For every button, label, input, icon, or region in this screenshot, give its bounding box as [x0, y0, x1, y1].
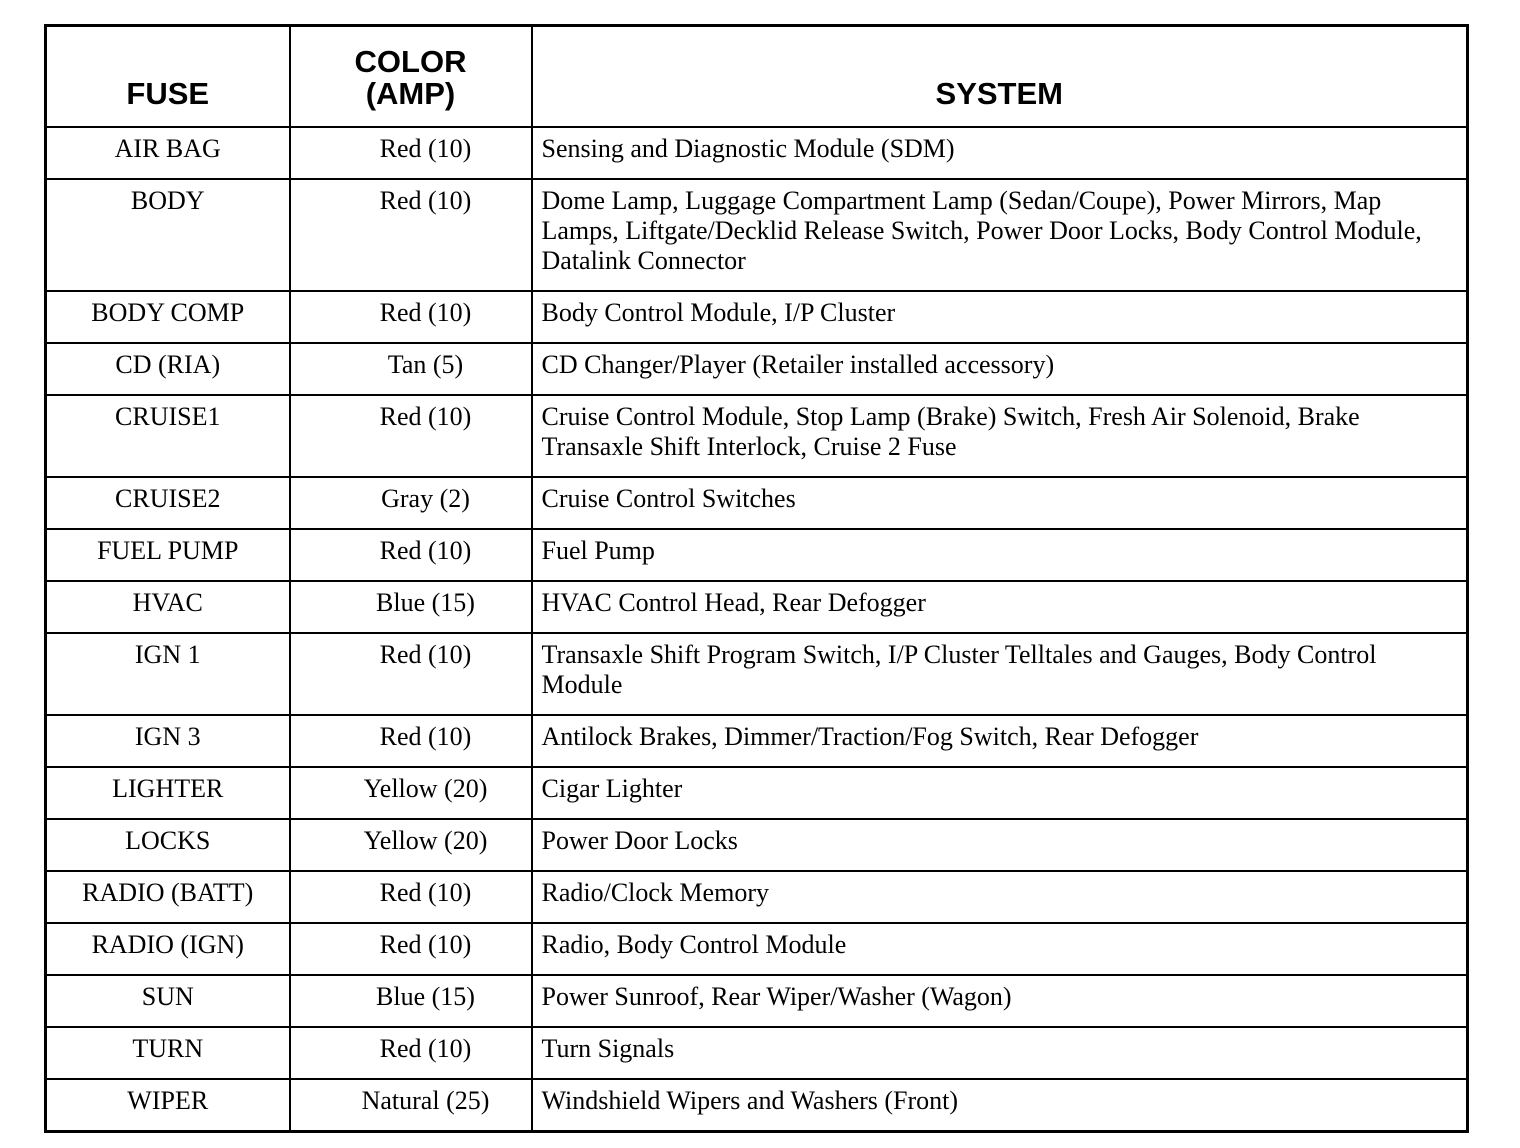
table-row: [46, 819, 1468, 871]
table-row: [46, 767, 1468, 819]
system-cell: Transaxle Shift Program Switch, I/P Cluster Telltales and Gauges, Body Control Module: [532, 633, 1468, 715]
fuse-cell: BODY: [46, 179, 290, 291]
table-row: [46, 923, 1468, 975]
system-cell: Cruise Control Module, Stop Lamp (Brake) Switch, Fresh Air Solenoid, Brake Transaxle Shift Interlock, Cruise 2 Fuse: [532, 395, 1468, 477]
header-row: [46, 26, 1468, 127]
system-cell: Body Control Module, I/P Cluster: [532, 291, 1468, 343]
system-cell: Power Door Locks: [532, 819, 1468, 871]
fuse-cell: HVAC: [46, 581, 290, 633]
color-cell: Red (10): [290, 923, 532, 975]
color-cell: Red (10): [290, 633, 532, 715]
color-header-line2: (AMP): [365, 75, 456, 111]
system-cell: Radio/Clock Memory: [532, 871, 1468, 923]
system-cell: Turn Signals: [532, 1027, 1468, 1079]
table-row: [46, 1079, 1468, 1132]
color-cell: Red (10): [290, 871, 532, 923]
color-cell: Red (10): [290, 395, 532, 477]
color-cell: Red (10): [290, 715, 532, 767]
table-row: [46, 871, 1468, 923]
fuse-cell: FUEL PUMP: [46, 529, 290, 581]
table-row: [46, 179, 1468, 291]
table-row: [46, 291, 1468, 343]
fuse-cell: CD (RIA): [46, 343, 290, 395]
color-cell: Blue (15): [290, 581, 532, 633]
table-row: [46, 529, 1468, 581]
system-cell: Fuel Pump: [532, 529, 1468, 581]
fuse-cell: BODY COMP: [46, 291, 290, 343]
color-cell: Yellow (20): [290, 819, 532, 871]
color-column-header: [290, 26, 532, 127]
system-cell: Radio, Body Control Module: [532, 923, 1468, 975]
color-cell: Yellow (20): [290, 767, 532, 819]
color-header-line1: COLOR: [354, 43, 467, 79]
color-cell: Red (10): [290, 291, 532, 343]
fuse-cell: RADIO (BATT): [46, 871, 290, 923]
color-cell: Red (10): [290, 127, 532, 179]
fuse-cell: CRUISE1: [46, 395, 290, 477]
fuse-cell: IGN 3: [46, 715, 290, 767]
system-cell: Dome Lamp, Luggage Compartment Lamp (Sedan/Coupe), Power Mirrors, Map Lamps, Liftgate/Decklid Release Switch, Power Door Locks, Body Control Module, Datalink Connector: [532, 179, 1468, 291]
table-row: [46, 395, 1468, 477]
color-cell: Gray (2): [290, 477, 532, 529]
system-cell: Power Sunroof, Rear Wiper/Washer (Wagon): [532, 975, 1468, 1027]
fuse-cell: TURN: [46, 1027, 290, 1079]
fuse-cell: IGN 1: [46, 633, 290, 715]
system-cell: Cruise Control Switches: [532, 477, 1468, 529]
fuse-cell: RADIO (IGN): [46, 923, 290, 975]
fuse-cell: CRUISE2: [46, 477, 290, 529]
system-cell: HVAC Control Head, Rear Defogger: [532, 581, 1468, 633]
table-row: [46, 1027, 1468, 1079]
table-row: [46, 343, 1468, 395]
fuse-column-header: FUSE: [46, 26, 290, 127]
fuse-cell: LIGHTER: [46, 767, 290, 819]
fuse-cell: SUN: [46, 975, 290, 1027]
table-row: [46, 975, 1468, 1027]
color-cell: Red (10): [290, 1027, 532, 1079]
table-row: [46, 477, 1468, 529]
system-cell: Sensing and Diagnostic Module (SDM): [532, 127, 1468, 179]
color-cell: Red (10): [290, 529, 532, 581]
table-row: [46, 581, 1468, 633]
system-cell: CD Changer/Player (Retailer installed accessory): [532, 343, 1468, 395]
fuse-cell: WIPER: [46, 1079, 290, 1132]
fuse-cell: LOCKS: [46, 819, 290, 871]
system-column-header: SYSTEM: [532, 26, 1468, 127]
color-cell: Tan (5): [290, 343, 532, 395]
fuse-cell: AIR BAG: [46, 127, 290, 179]
color-cell: Natural (25): [290, 1079, 532, 1132]
table-row: [46, 127, 1468, 179]
table-row: [46, 633, 1468, 715]
system-cell: Cigar Lighter: [532, 767, 1468, 819]
system-cell: Windshield Wipers and Washers (Front): [532, 1079, 1468, 1132]
color-cell: Red (10): [290, 179, 532, 291]
color-cell: Blue (15): [290, 975, 532, 1027]
table-row: [46, 715, 1468, 767]
system-cell: Antilock Brakes, Dimmer/Traction/Fog Switch, Rear Defogger: [532, 715, 1468, 767]
fuse-table: [44, 24, 1469, 1133]
